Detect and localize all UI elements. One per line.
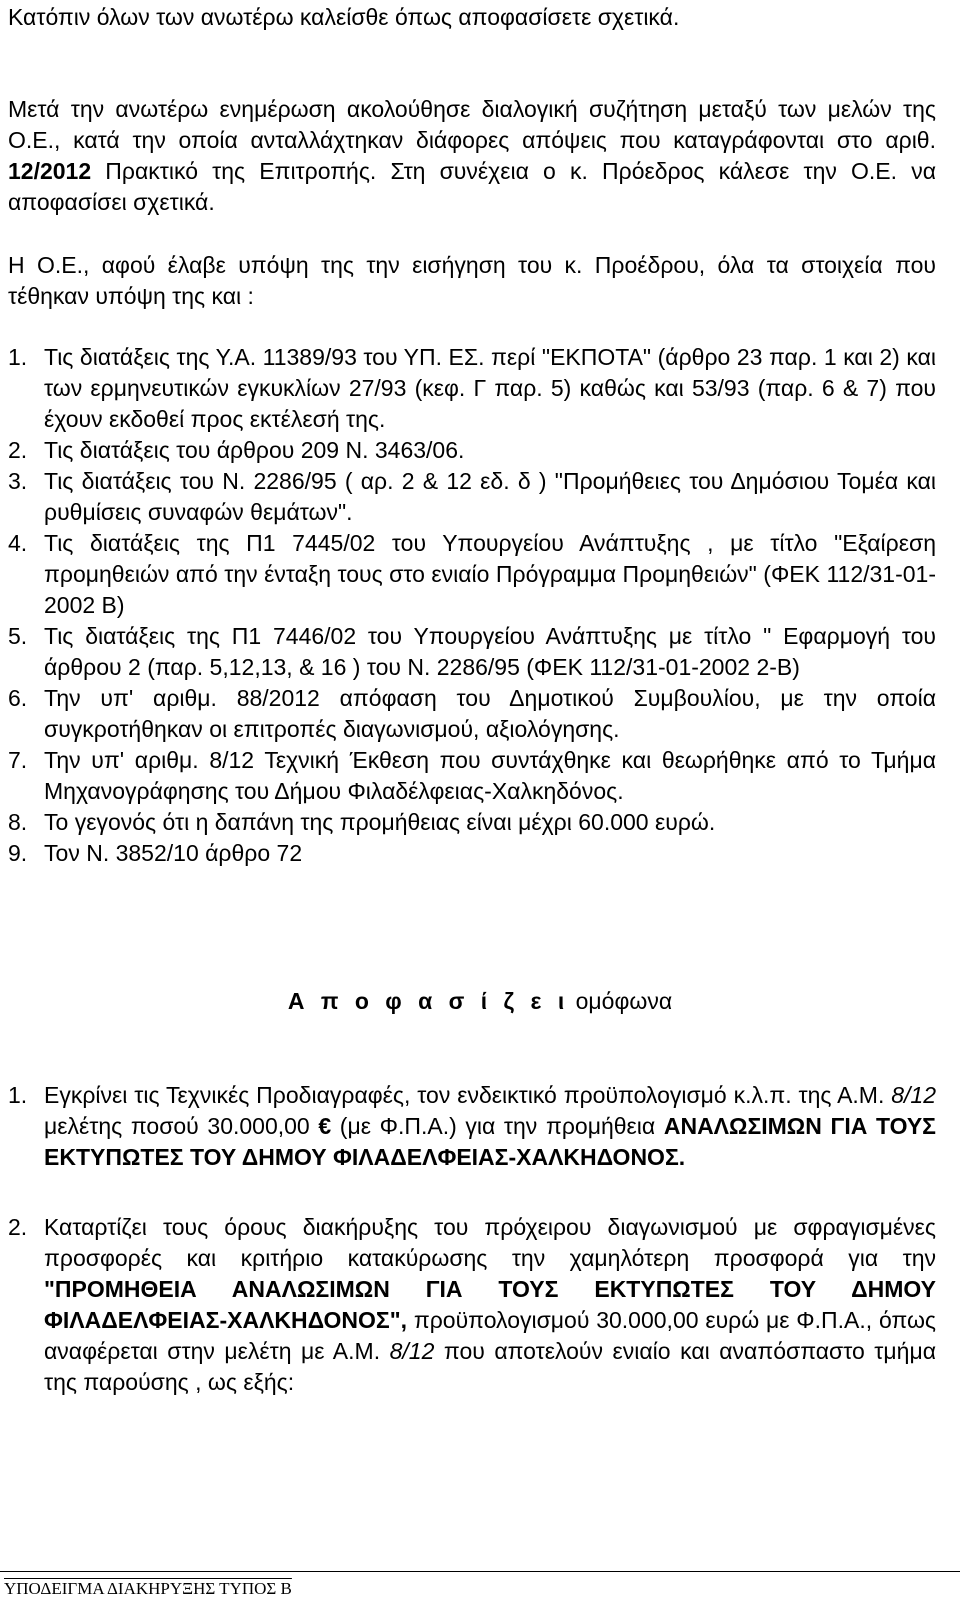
provision-number: 7. — [8, 747, 28, 773]
unanimous-label: ομόφωνα — [575, 988, 673, 1014]
provision-text: Την υπ' αριθμ. 88/2012 απόφαση του Δημοτικού Συμβουλίου, με την οποία συγκροτήθηκαν οι επιτροπές διαγωνισμού, αξιολόγησης. — [44, 685, 936, 742]
provision-item — [8, 435, 936, 466]
provisions-list — [8, 342, 936, 869]
provision-number: 8. — [8, 809, 28, 835]
page-footer — [4, 1578, 292, 1600]
provision-item — [8, 342, 936, 435]
provision-text: Τις διατάξεις της Π1 7445/02 του Υπουργείου Ανάπτυξης , με τίτλο "Εξαίρεση προμηθειών από την ένταξη τους στο ενιαίο Πρόγραμμα Προμηθειών" (ΦΕΚ 112/31-01-2002 Β) — [44, 530, 936, 618]
consideration-paragraph: Η Ο.Ε., αφού έλαβε υπόψη της την εισήγηση του κ. Προέδρου, όλα τα στοιχεία που τέθηκαν υπόψη της και : — [8, 252, 936, 309]
decision-number: 1. — [8, 1082, 28, 1108]
provision-item — [8, 838, 936, 869]
decision-number: 2. — [8, 1214, 28, 1240]
footer-label: ΥΠΟΔΕΙΓΜΑ ΔΙΑΚΗΡΥΞΗΣ ΤΥΠΟΣ Β — [4, 1579, 292, 1598]
decision-text: Εγκρίνει τις Τεχνικές Προδιαγραφές, τον ενδεικτικό προϋπολογισμό κ.λ.π. της Α.Μ. — [44, 1082, 892, 1108]
provision-item — [8, 807, 936, 838]
intro-paragraph: Κατόπιν όλων των ανωτέρω καλείσθε όπως αποφασίσετε σχετικά. — [8, 4, 680, 30]
minutes-number: 12/2012 — [8, 158, 92, 184]
provision-number: 4. — [8, 530, 28, 556]
provision-item — [8, 528, 936, 621]
provision-text: Την υπ' αριθμ. 8/12 Τεχνική Έκθεση που συντάχθηκε και θεωρήθηκε από το Τμήμα Μηχανογράφησης του Δήμου Φιλαδέλφειας-Χαλκηδόνος. — [44, 747, 936, 804]
study-number: 8/12 — [389, 1338, 435, 1364]
product-title: ΑΝΑΛΩΣΙΜΩΝ ΓΙΑ ΤΟΥΣ ΕΚΤΥΠΩΤΕΣ ΤΟΥ ΔΗΜΟΥ ΦΙΛΑΔΕΛΦΕΙΑΣ-ΧΑΛΚΗΔΟΝΟΣ. — [44, 1113, 936, 1170]
decision-item-2 — [8, 1212, 936, 1398]
provision-text: Τις διατάξεις του Ν. 2286/95 ( αρ. 2 & 12 εδ. δ ) "Προμήθειες του Δημόσιου Τομέα και ρυθμίσεις συναφών θεμάτων". — [44, 468, 936, 525]
decides-label: Α π ο φ α σ ί ζ ε ι — [287, 988, 570, 1014]
discussion-text-1: Μετά την ανωτέρω ενημέρωση ακολούθησε διαλογική συζήτηση μεταξύ των μελών της Ο.Ε., κατά την οποία ανταλλάχτηκαν διάφορες απόψεις που καταγράφονται στο αριθ. — [8, 96, 936, 153]
provision-number: 5. — [8, 623, 28, 649]
provision-number: 6. — [8, 685, 28, 711]
footer-divider — [0, 1571, 960, 1572]
provision-number: 9. — [8, 840, 28, 866]
discussion-text-2: Πρακτικό της Επιτροπής. Στη συνέχεια ο κ. Πρόεδρος κάλεσε την Ο.Ε. να αποφασίσει σχετικά. — [8, 158, 936, 215]
provision-number: 1. — [8, 344, 28, 370]
provision-item — [8, 683, 936, 745]
provision-text: Τον Ν. 3852/10 άρθρο 72 — [44, 840, 303, 866]
provision-number: 2. — [8, 437, 28, 463]
study-number: 8/12 — [891, 1082, 936, 1108]
decision-text: Καταρτίζει τους όρους διακήρυξης του πρόχειρου διαγωνισμού με σφραγισμένες προσφορές και κριτήριο κατακύρωσης την χαμηλότερη προσφορά για την — [44, 1214, 936, 1271]
discussion-paragraph — [8, 94, 936, 218]
provision-text: Το γεγονός ότι η δαπάνη της προμήθειας είναι μέχρι 60.000 ευρώ. — [44, 809, 716, 835]
decision-heading — [0, 986, 960, 1017]
decision-text: που αποτελούν ενιαίο και αναπόσπαστο τμήμα της παρούσης , ως εξής: — [44, 1338, 936, 1395]
decision-text: (με Φ.Π.Α.) για την προμήθεια — [331, 1113, 664, 1139]
decision-item-1 — [8, 1080, 936, 1173]
provision-item — [8, 745, 936, 807]
decision-text: προϋπολογισμού 30.000,00 ευρώ με Φ.Π.Α., όπως αναφέρεται στην μελέτη με Α.Μ. — [44, 1307, 936, 1364]
provision-text: Τις διατάξεις του άρθρου 209 Ν. 3463/06. — [44, 437, 465, 463]
provision-item — [8, 466, 936, 528]
provision-text: Τις διατάξεις της Υ.Α. 11389/93 του ΥΠ. ΕΣ. περί "ΕΚΠΟΤΑ" (άρθρο 23 παρ. 1 και 2) και των ερμηνευτικών εγκυκλίων 27/93 (κεφ. Γ παρ. 5) καθώς και 53/93 (παρ. 6 & 7) που έχουν εκδοθεί προς εκτέλεσή της. — [44, 344, 936, 432]
provision-text: Τις διατάξεις της Π1 7446/02 του Υπουργείου Ανάπτυξης με τίτλο " Εφαρμογή του άρθρου 2 (παρ. 5,12,13, & 16 ) του Ν. 2286/95 (ΦΕΚ 112/31-01-2002 2-Β) — [44, 623, 936, 680]
provision-number: 3. — [8, 468, 28, 494]
euro-symbol: € — [318, 1113, 332, 1139]
tender-title: "ΠΡΟΜΗΘΕΙΑ ΑΝΑΛΩΣΙΜΩΝ ΓΙΑ ΤΟΥΣ ΕΚΤΥΠΩΤΕΣ ΤΟΥ ΔΗΜΟΥ ΦΙΛΑΔΕΛΦΕΙΑΣ-ΧΑΛΚΗΔΟΝΟΣ", — [44, 1276, 936, 1333]
decision-text: μελέτης ποσού 30.000,00 — [44, 1113, 319, 1139]
provision-item — [8, 621, 936, 683]
